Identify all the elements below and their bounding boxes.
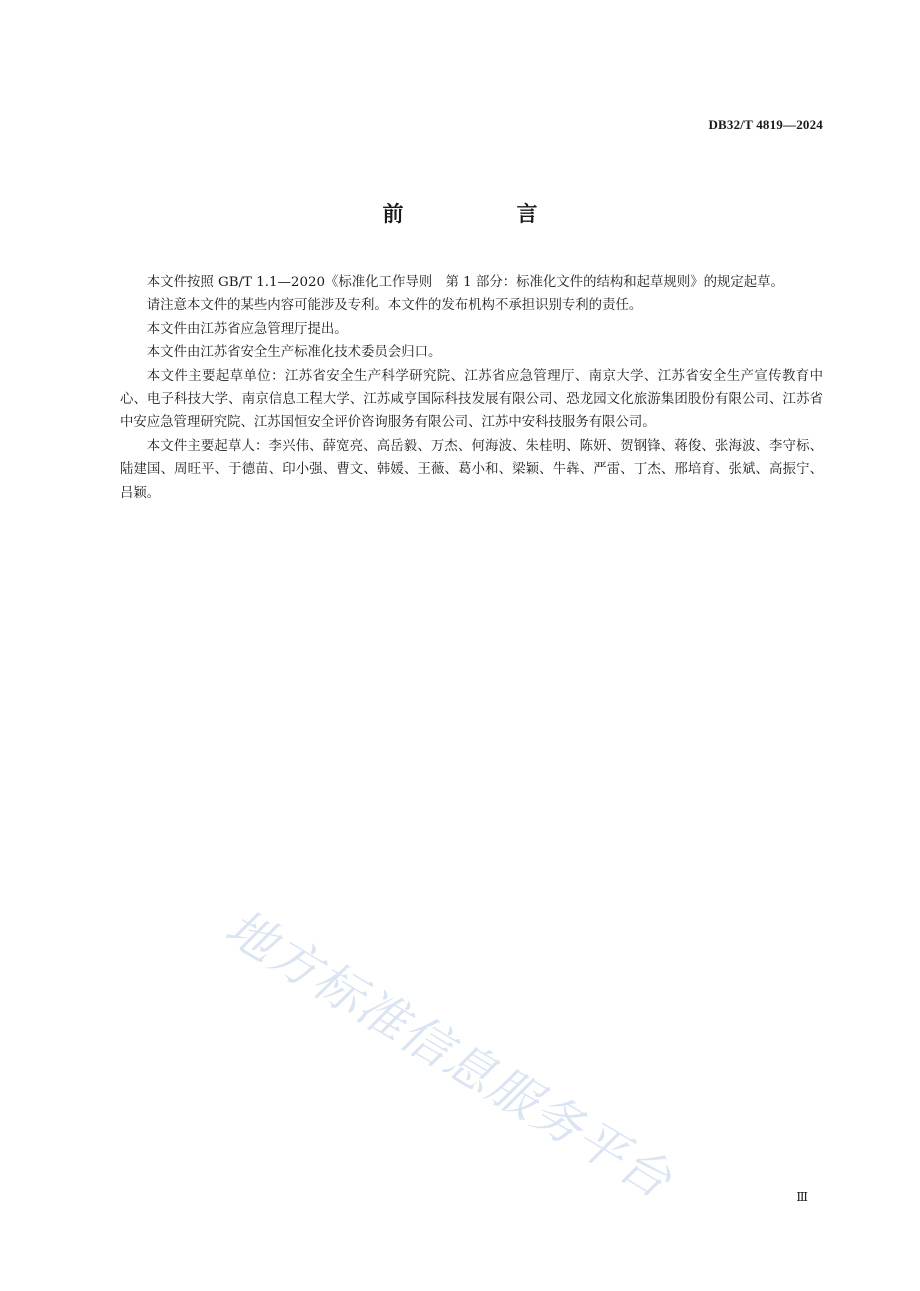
paragraph-patent-notice: 请注意本文件的某些内容可能涉及专利。本文件的发布机构不承担识别专利的责任。 xyxy=(146,298,643,314)
page-number: Ⅲ xyxy=(796,1190,808,1204)
paragraph-drafting-basis: 本文件按照 GB/T 1.1—2020《标准化工作导则 第 1 部分：标准化文件的结构和起草规则》的规定起草。 xyxy=(146,275,784,290)
standard-code: DB32/T 4819—2024 xyxy=(708,117,823,132)
paragraph-proposer: 本文件由江苏省应急管理厅提出。 xyxy=(146,321,348,337)
foreword-body xyxy=(120,271,823,505)
paragraph-centralized-management: 本文件由江苏省安全生产标准化技术委员会归口。 xyxy=(146,345,442,361)
page-title: 前 言 xyxy=(382,202,584,226)
watermark: 地方标准信息服务平台 xyxy=(215,898,683,1211)
paragraph-drafting-units: 本文件主要起草单位：江苏省安全生产科学研究院、江苏省应急管理厅、南京大学、江苏省安全生产宣传教育中心、电子科技大学、南京信息工程大学、江苏咸亨国际科技发展有限公司、恐龙园文化旅游集团股份有限公司、江苏省中安应急管理研究院、江苏国恒安全评价咨询服务有限公司、江苏中安科技服务有限公司。 xyxy=(120,368,823,431)
paragraph-drafters: 本文件主要起草人：李兴伟、薛宽亮、高岳毅、万杰、何海波、朱桂明、陈妍、贺钢锋、蒋俊、张海波、李守标、陆建国、周旺平、于德苗、印小强、曹文、韩媛、王薇、葛小和、梁颖、牛犇、严雷、丁杰、邢培育、张斌、高振宁、吕颖。 xyxy=(120,438,823,501)
